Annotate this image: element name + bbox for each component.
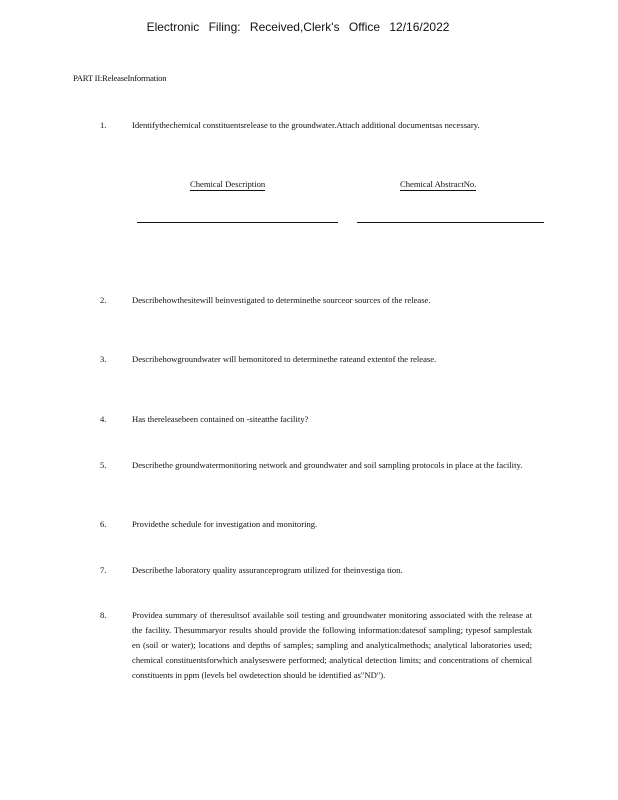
item-number: 6.: [100, 519, 107, 529]
item-number: 1.: [100, 120, 107, 130]
part-title: PART II:ReleaseInformation: [73, 73, 167, 83]
item-text: Describehowgroundwater will bemonitored to determinethe rateand extentof the release.: [132, 354, 437, 364]
item-number: 7.: [100, 565, 107, 575]
item-number: 2.: [100, 295, 107, 305]
list-item-5: [100, 458, 530, 473]
list-item-7: [100, 563, 530, 578]
item-number: 3.: [100, 354, 107, 364]
item-number: 4.: [100, 414, 107, 424]
item-number: 8.: [100, 610, 107, 620]
chemical-description-header: Chemical Description: [190, 179, 266, 189]
item-text: Describethe groundwatermonitoring network and groundwater and soil sampling protocols in place at the facility.: [132, 460, 523, 470]
chemical-description-line: [137, 222, 338, 223]
chemical-abstract-number-line: [357, 222, 544, 223]
item-text: Identifythechemical constituentsrelease to the groundwater.Attach additional documentsas necessary.: [132, 120, 480, 130]
list-item-2: [100, 293, 530, 308]
list-item-3: [100, 352, 530, 367]
list-item-6: [100, 517, 530, 532]
item-text: Providethe schedule for investigation and monitoring.: [132, 519, 318, 529]
item-text: Describehowthesitewill beinvestigated to determinethe sourceor sources of the release.: [132, 295, 431, 305]
item-text: Has thereleasebeen contained on -siteatthe facility?: [132, 414, 309, 424]
list-item-8: [100, 608, 530, 683]
list-item-1: [100, 118, 530, 133]
item-text: Describethe laboratory quality assuranceprogram utilized for theinvestiga tion.: [132, 565, 403, 575]
item-number: 5.: [100, 460, 107, 470]
chemical-abstract-number-header: Chemical AbstractNo.: [400, 179, 477, 189]
item-text: Providea summary of theresultsof available soil testing and groundwater monitoring associated with the release at the facility. Thesummaryor results should provide the following information:datesof sampling; typesof samplestak en (soil or water); locations and depths of samples; sampling and analyticalmethods; analytical laboratories used; chemical constituentsforwhich analyseswere performed; analytical detection limits; and concentrations of chemical constituents in ppm (levels bel owdetection should be identified as"ND").: [132, 610, 532, 680]
filing-stamp-header: Electronic Filing: Received,Clerk's Office 12/16/2022: [146, 20, 450, 34]
list-item-4: [100, 412, 530, 427]
